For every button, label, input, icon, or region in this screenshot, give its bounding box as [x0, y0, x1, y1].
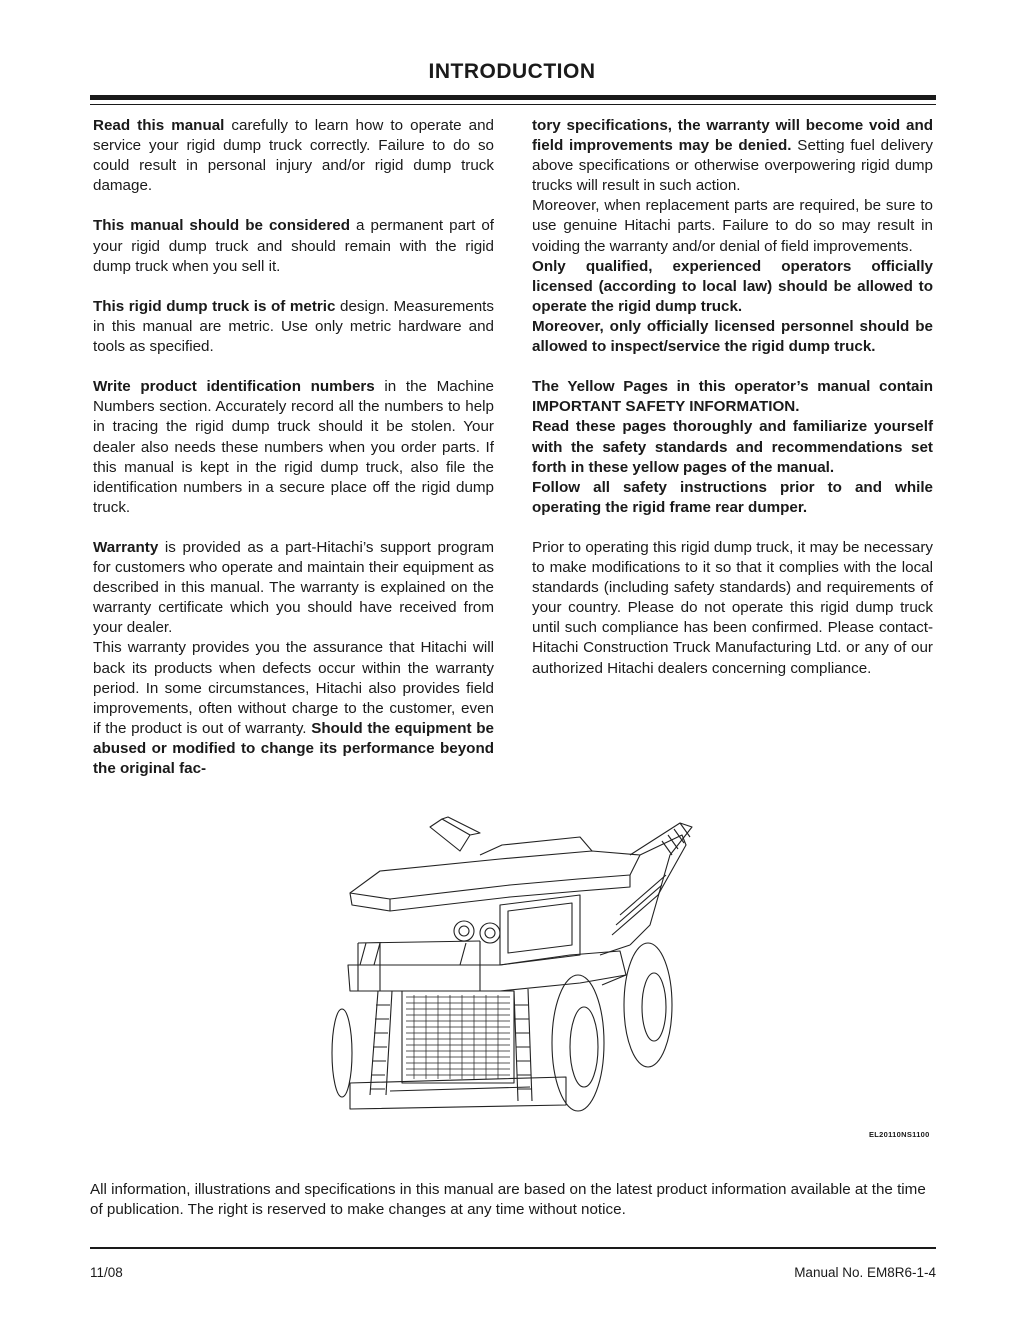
header-rule-thick	[90, 95, 936, 100]
bold-warning: Moreover, only officially licensed personnel should be allowed to inspect/service the rigid dump truck.	[532, 317, 933, 356]
paragraph-licensed-personnel	[532, 317, 933, 357]
paragraph-permanent-part	[93, 216, 494, 276]
body-text: a permanent part of your rigid dump truck and should remain with the rigid dump truck when you sell it.	[93, 217, 494, 275]
bold-warning: tory specifications, the warranty will become void and field improvements may be denied.	[532, 117, 933, 155]
paragraph-compliance: Prior to operating this rigid dump truck, it may be necessary to make modifications to it so that it complies with the local standards (including safety standards) and requirements of your country. Please do not operate this rigid dump truck until such compliance has been confirmed. Please contact-Hitachi Construction Truck Manufacturing Ltd. or any of our authorized Hitachi dealers concerning compliance.	[532, 538, 933, 677]
right-column	[532, 116, 933, 679]
paragraph-warranty-void	[532, 116, 933, 196]
paragraph-read-pages	[532, 417, 933, 477]
paragraph-warranty	[93, 538, 494, 638]
paragraph-follow-instructions	[532, 478, 933, 518]
paragraph-identification-numbers	[93, 377, 494, 518]
footer-rule	[90, 1247, 936, 1249]
bold-warning: Should the equipment be abused or modified to change its performance beyond the original fac-	[93, 719, 494, 777]
paragraph-warranty-assurance	[93, 638, 494, 779]
bold-lead: This rigid dump truck is of metric	[93, 297, 336, 315]
body-text: design. Measurements in this manual are metric. Use only metric hardware and tools as specified.	[93, 297, 494, 356]
bold-warning: The Yellow Pages in this operator’s manual contain IMPORTANT SAFETY INFORMATION.	[532, 378, 933, 416]
bold-warning: Only qualified, experienced operators officially licensed (according to local law) should be allowed to operate the rigid dump truck.	[532, 257, 933, 315]
body-text: in the Machine Numbers section. Accurately record all the numbers to help in tracing the rigid dump truck should it be stolen. Your dealer also needs these numbers when you order parts. If this manual is kept in the rigid dump truck, also file the identification numbers in a secure place off the rigid dump truck.	[93, 378, 495, 516]
figure-code: EL20110NS1100	[869, 1130, 930, 1139]
header-rule-thin	[90, 104, 936, 105]
paragraph-metric-design	[93, 297, 494, 357]
body-text: Setting fuel delivery above specifications or otherwise overpowering rigid dump trucks will result in such action.	[532, 137, 934, 195]
bold-lead: This manual should be considered	[93, 217, 351, 235]
dump-truck-illustration	[330, 815, 702, 1117]
left-column	[93, 116, 494, 779]
disclaimer-text: All information, illustrations and specifications in this manual are based on the latest product information available at the time of publication. The right is reserved to make changes at any time without notice.	[90, 1181, 926, 1218]
body-text: This warranty provides you the assurance that Hitachi will back its products when defects occur within the warranty period. In some circumstances, Hitachi also provides field improvements, often without charge to the customer, even if the product is out of warranty.	[93, 639, 494, 737]
paragraph-genuine-parts: Moreover, when replacement parts are required, be sure to use genuine Hitachi parts. Failure to do so may result in voiding the warranty and/or denial of field improvements.	[532, 197, 933, 255]
footer-manual-number: Manual No. EM8R6-1-4	[794, 1265, 936, 1280]
bold-warning: Follow all safety instructions prior to and while operating the rigid frame rear dumper.	[532, 478, 933, 516]
body-text: is provided as a part-Hitachi’s support program for customers who operate and maintain their equipment as described in this manual. The warranty is explained on the warranty certificate which you should have received from your dealer.	[93, 538, 494, 637]
paragraph-yellow-pages	[532, 377, 933, 417]
bold-lead: Write product identification numbers	[93, 378, 375, 396]
bold-lead: Warranty	[93, 538, 159, 556]
bold-lead: Read this manual	[93, 117, 225, 134]
paragraph-read-manual	[93, 116, 494, 196]
body-text: carefully to learn how to operate and service your rigid dump truck correctly. Failure to do so could result in personal injury and/or rigid dump truck damage.	[93, 117, 495, 195]
page-title: INTRODUCTION	[428, 60, 596, 83]
footer-date: 11/08	[90, 1265, 123, 1280]
bold-warning: Read these pages thoroughly and familiarize yourself with the safety standards and recommendations set forth in these yellow pages of the manual.	[532, 418, 933, 476]
paragraph-qualified-operators	[532, 257, 933, 317]
